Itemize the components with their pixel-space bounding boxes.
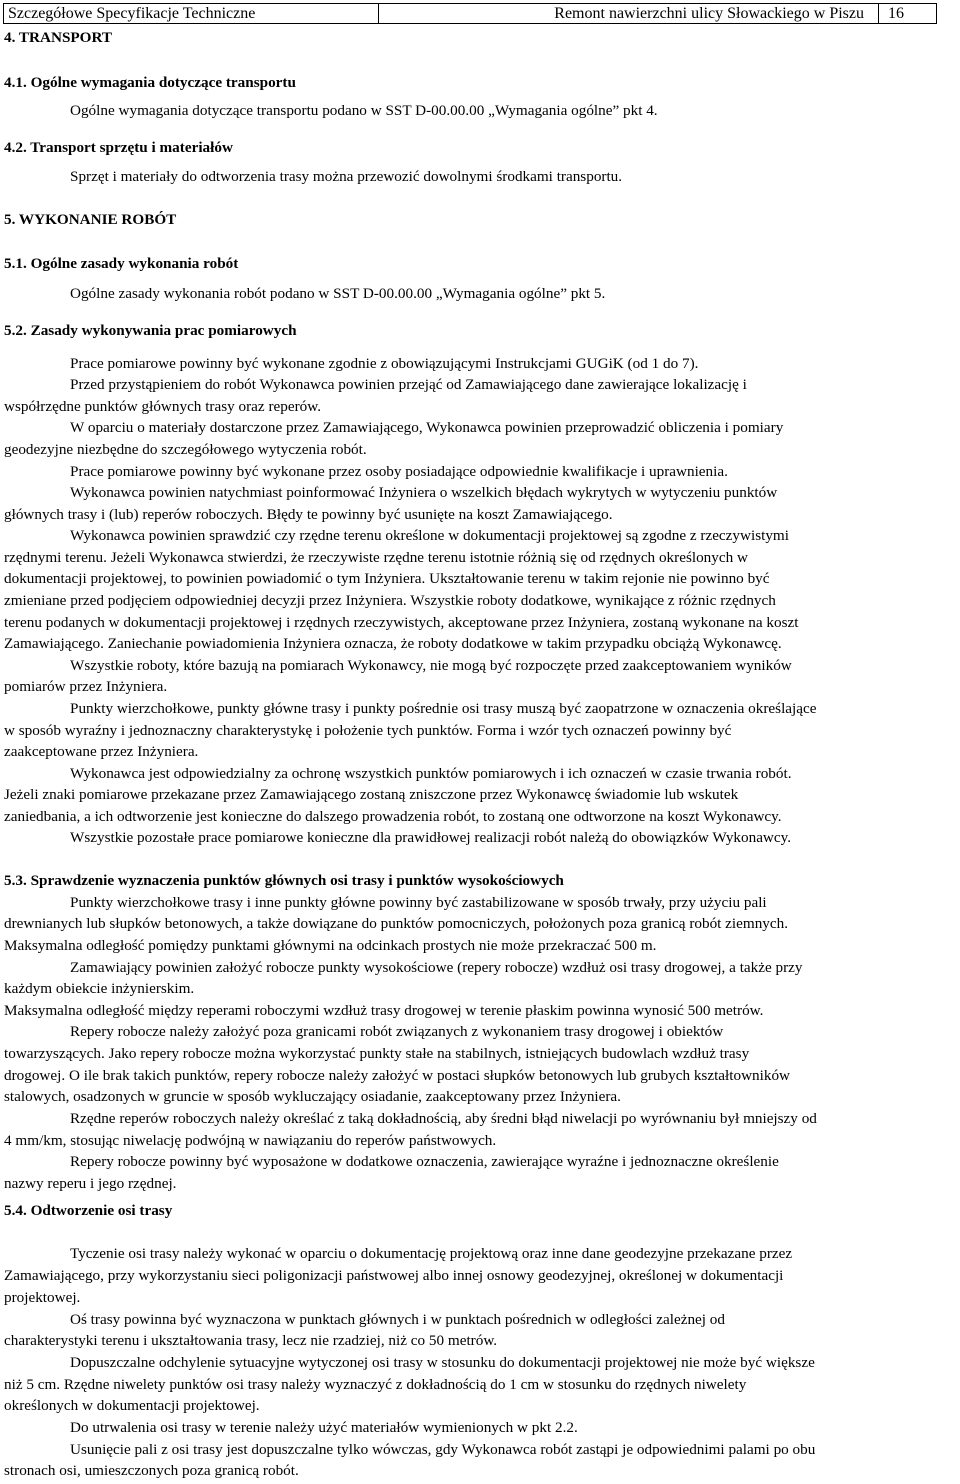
text-line: projektowej. [4, 1289, 81, 1306]
text-line: drogowej. O ile brak takich punktów, repery robocze należy założyć w postaci słupków betonowych lub grubych kształtowników [4, 1067, 791, 1084]
text-line: Usunięcie pali z osi trasy jest dopuszczalne tylko wówczas, gdy Wykonawca robót zastąpi je odpowiednimi palami po obu [70, 1441, 816, 1458]
section-heading: 5.2. Zasady wykonywania prac pomiarowych [4, 322, 297, 339]
text-line: zmieniane przed podjęciem odpowiedniej decyzji przez Inżyniera. Wszystkie roboty dodatkowe, wynikające z różnic rzędnych [4, 592, 776, 609]
section-heading: 4.2. Transport sprzętu i materiałów [4, 139, 233, 156]
text-line: nazwy reperu i jego rzędnej. [4, 1175, 177, 1192]
page-header [3, 3, 937, 24]
text-line: Jeżeli znaki pomiarowe przekazane przez Zamawiającego zostaną zniszczone przez Wykonawcę świadomie lub wskutek [4, 786, 739, 803]
header-spec-title: Szczegółowe Specyfikacje Techniczne [4, 4, 379, 23]
text-line: zaakceptowane przez Inżyniera. [4, 743, 199, 760]
text-line: Do utrwalenia osi trasy w terenie należy użyć materiałów wymienionych w pkt 2.2. [70, 1419, 578, 1436]
text-line: Repery robocze powinny być wyposażone w dodatkowe oznaczenia, zawierające wyraźne i jednoznaczne określenie [70, 1153, 779, 1170]
header-page-number: 16 [888, 5, 904, 22]
text-line: Ogólne wymagania dotyczące transportu podano w SST D-00.00.00 „Wymagania ogólne” pkt 4. [70, 102, 658, 119]
text-line: Maksymalna odległość pomiędzy punktami głównymi na odcinkach prostych nie może przekraczać 500 m. [4, 937, 657, 954]
text-line: Tyczenie osi trasy należy wykonać w oparciu o dokumentację projektową oraz inne dane geodezyjne przekazane przez [70, 1245, 793, 1262]
text-line: głównych trasy i (lub) reperów roboczych. Błędy te powinny być usunięte na koszt Zamawiającego. [4, 506, 613, 523]
text-line: Zamawiającego, przy wykorzystaniu sieci poligonizacji państwowej albo innej osnowy geodezyjnej, określonej w dokumentacji [4, 1267, 784, 1284]
text-line: Prace pomiarowe powinny być wykonane przez osoby posiadające odpowiednie kwalifikacje i uprawnienia. [70, 463, 728, 480]
section-heading: 5.3. Sprawdzenie wyznaczenia punktów głównych osi trasy i punktów wysokościowych [4, 872, 564, 889]
text-line: Wszystkie roboty, które bazują na pomiarach Wykonawcy, nie mogą być rozpoczęte przed zaakceptowaniem wyników [70, 657, 792, 674]
text-line: stalowych, osadzonych w gruncie w sposób wykluczający osiadanie, zaakceptowany przez Inżyniera. [4, 1088, 621, 1105]
text-line: Punkty wierzchołkowe, punkty główne trasy i punkty pośrednie osi trasy muszą być zaopatrzone w oznaczenia określające [70, 700, 817, 717]
text-line: niż 5 cm. Rzędne niwelety punktów osi trasy należy wyznaczyć z dokładnością do 1 cm w stosunku do rzędnych niwelety [4, 1376, 747, 1393]
text-line: Zamawiającego. Zaniechanie powiadomienia Inżyniera oznacza, że roboty dodatkowe w takim przypadku obciążą Wykonawcę. [4, 635, 782, 652]
text-line: Wszystkie pozostałe prace pomiarowe konieczne dla prawidłowej realizacji robót należą do obowiązków Wykonawcy. [70, 829, 792, 846]
text-line: Punkty wierzchołkowe trasy i inne punkty główne powinny być zastabilizowane w sposób trwały, przy użyciu pali [70, 894, 767, 911]
text-line: dokumentacji projektowej, to powinien powiadomić o tym Inżyniera. Ukształtowanie terenu w takim rejonie nie powinno być [4, 570, 770, 587]
text-line: drewnianych lub słupków betonowych, a także dowiązane do punktów pomocniczych, położonych poza granicą robót ziemnych. [4, 915, 789, 932]
text-line: Dopuszczalne odchylenie sytuacyjne wytyczonej osi trasy w stosunku do dokumentacji projektowej nie może być większe [70, 1354, 815, 1371]
text-line: towarzyszących. Jako repery robocze można wykorzystać punkty stałe na stabilnych, istniejących budowlach wzdłuż trasy [4, 1045, 750, 1062]
text-line: Przed przystąpieniem do robót Wykonawca powinien przejąć od Zamawiającego dane zawierające lokalizację i [70, 376, 747, 393]
text-line: rzędnymi terenu. Jeżeli Wykonawca stwierdzi, że rzeczywiste rzędne terenu istotnie różnią się od rzędnych określonych w [4, 549, 748, 566]
text-line: pomiarów przez Inżyniera. [4, 678, 168, 695]
text-line: W oparciu o materiały dostarczone przez Zamawiającego, Wykonawca powinien przeprowadzić obliczenia i pomiary [70, 419, 784, 436]
text-line: zaniedbania, a ich odtworzenie jest konieczne do dalszego prowadzenia robót, to zostaną one odtworzone na koszt Wykonawcy. [4, 808, 782, 825]
text-line: Wykonawca powinien natychmiast poinformować Inżyniera o wszelkich błędach wykrytych w wytyczeniu punktów [70, 484, 778, 501]
text-line: geodezyjne niezbędne do szczegółowego wytyczenia robót. [4, 441, 367, 458]
text-line: Rzędne reperów roboczych należy określać z taką dokładnością, aby średni błąd niwelacji po wyrównaniu był mniejszy od [70, 1110, 817, 1127]
text-line: Oś trasy powinna być wyznaczona w punktach głównych i w punktach pośrednich w odległości zależnej od [70, 1311, 725, 1328]
text-line: współrzędne punktów głównych trasy oraz reperów. [4, 398, 322, 415]
text-line: stronach osi, umieszczonych poza granicą robót. [4, 1462, 299, 1479]
text-line: określonych w dokumentacji projektowej. [4, 1397, 260, 1414]
section-heading: 4.1. Ogólne wymagania dotyczące transportu [4, 74, 296, 91]
section-heading: 5.1. Ogólne zasady wykonania robót [4, 255, 239, 272]
text-line: terenu podanych w dokumentacji projektowej i rzędnych rzeczywistych, akceptowane przez Inżyniera, zostaną wykonane na koszt [4, 614, 799, 631]
text-line: Zamawiający powinien założyć robocze punkty wysokościowe (repery robocze) wzdłuż osi trasy drogowej, a także przy [70, 959, 803, 976]
text-line: Wykonawca jest odpowiedzialny za ochronę wszystkich punktów pomiarowych i ich oznaczeń w czasie trwania robót. [70, 765, 792, 782]
text-line: w sposób wyraźny i jednoznaczny charakterystykę i położenie tych punktów. Forma i wzór tych oznaczeń powinny być [4, 722, 732, 739]
text-line: każdym obiekcie inżynierskim. [4, 980, 195, 997]
text-line: Maksymalna odległość między reperami roboczymi wzdłuż trasy drogowej w terenie płaskim powinna wynosić 500 metrów. [4, 1002, 764, 1019]
section-heading: 4. TRANSPORT [4, 29, 113, 46]
text-line: Repery robocze należy założyć poza granicami robót związanych z wykonaniem trasy drogowej i obiektów [70, 1023, 724, 1040]
text-line: Ogólne zasady wykonania robót podano w SST D-00.00.00 „Wymagania ogólne” pkt 5. [70, 285, 606, 302]
text-line: charakterystyki terenu i ukształtowania trasy, lecz nie rzadziej, niż co 50 metrów. [4, 1332, 498, 1349]
text-line: 4 mm/km, stosując niwelację podwójną w nawiązaniu do reperów państwowych. [4, 1132, 497, 1149]
text-line: Sprzęt i materiały do odtworzenia trasy można przewozić dowolnymi środkami transportu. [70, 168, 623, 185]
section-heading: 5.4. Odtworzenie osi trasy [4, 1202, 173, 1219]
text-line: Prace pomiarowe powinny być wykonane zgodnie z obowiązującymi Instrukcjami GUGiK (od 1 do 7). [70, 355, 699, 372]
header-project-title: Remont nawierzchni ulicy Słowackiego w Piszu [379, 4, 879, 23]
text-line: Wykonawca powinien sprawdzić czy rzędne terenu określone w dokumentacji projektowej są zgodne z rzeczywistymi [70, 527, 789, 544]
section-heading: 5. WYKONANIE ROBÓT [4, 211, 177, 228]
